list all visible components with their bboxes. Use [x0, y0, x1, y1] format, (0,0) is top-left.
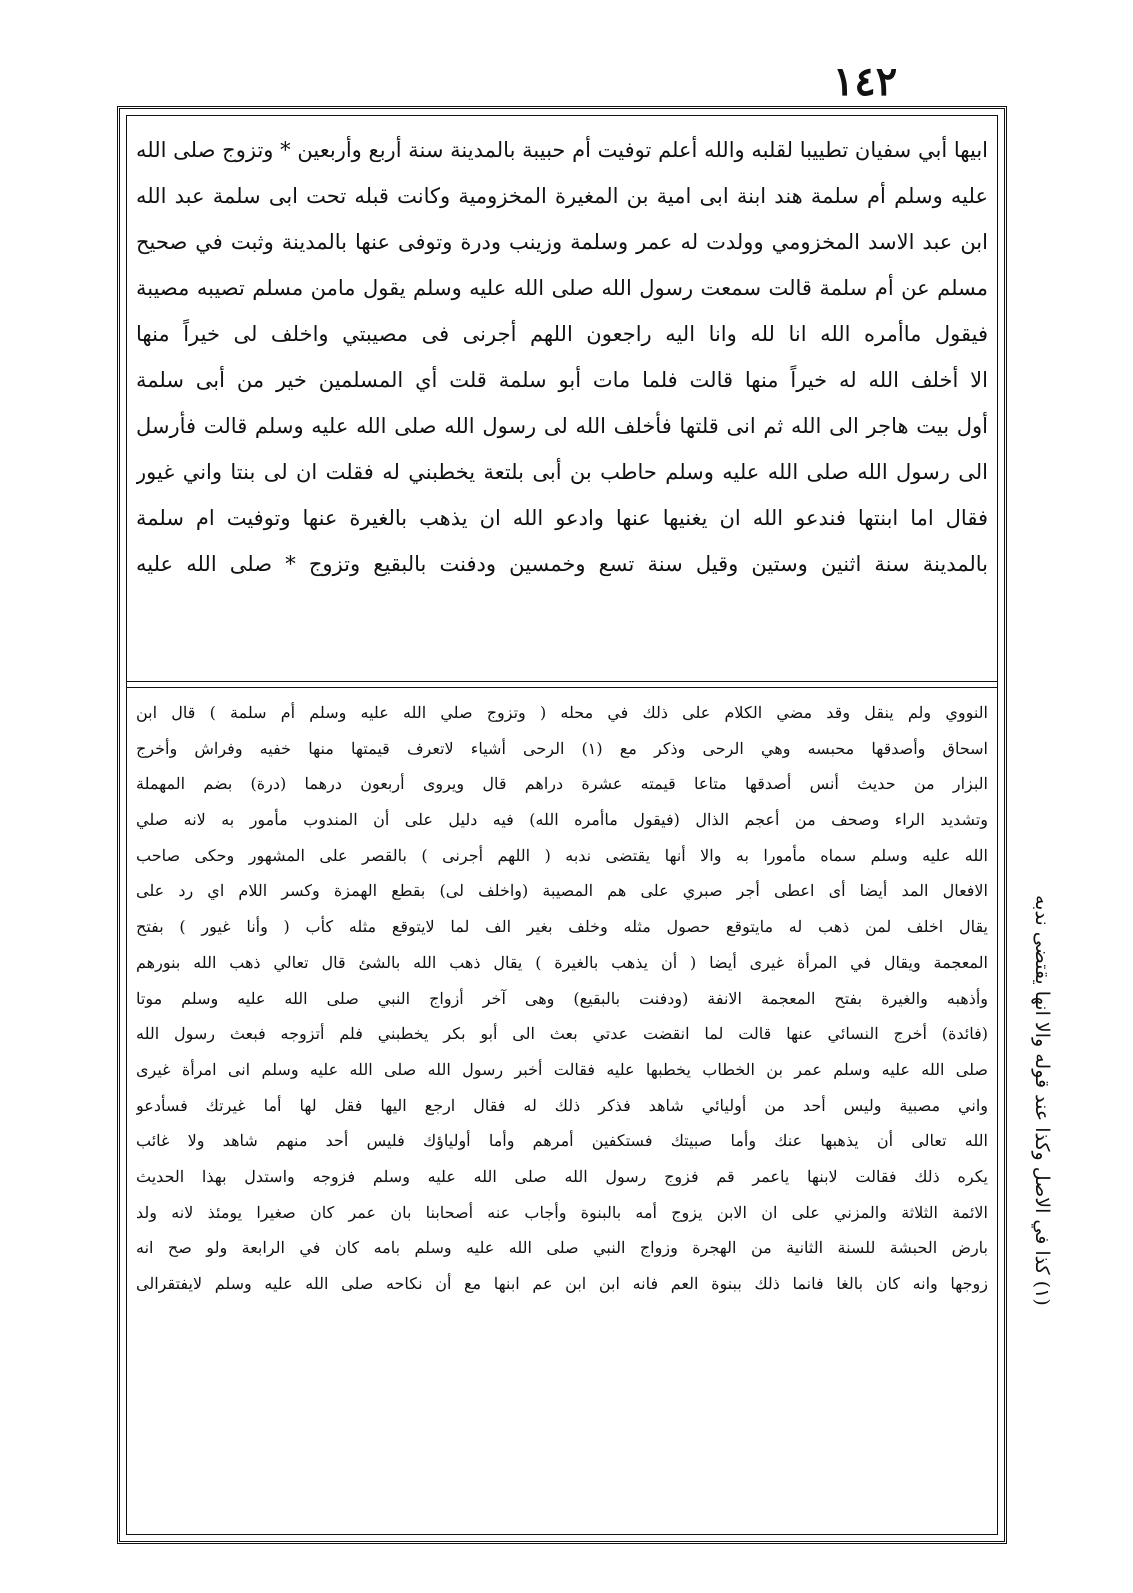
commentary-line: الله عليه وسلم سماه مأمورا به والا أنها يقتضى ندبه ( اللهم أجرنى ) بالقصر على المشهور وحكى صاحب — [136, 845, 988, 865]
page-number: ١٤٢ — [832, 58, 898, 105]
commentary-line: وأذهبه والغيرة بفتح المعجمة الانفة (ودفنت بالبقيع) وهى آخر أزواج النبي صلى الله عليه وسلم موتا — [136, 988, 988, 1008]
main-text-line: ابن عبد الاسد المخزومي وولدت له عمر وسلمة وزينب ودرة وتوفى عنها بالمدينة وثبت في صحيح — [136, 230, 988, 254]
commentary-line: البزار من حديث أنس أصدقها متاعا قيمته عشرة دراهم قال ويروى أربعون درهما (درة) بضم المهملة — [136, 774, 988, 794]
main-text-line: ابيها أبي سفيان تطييبا لقلبه والله أعلم توفيت أم حبيبة بالمدينة سنة أربع وأربعين * وتزوج صلى الله — [136, 138, 988, 162]
commentary-line: واني مصبية وليس أحد من أوليائي شاهد فذكر ذلك له فقال ارجع اليها فقل لها أما غيرتك فسأدعو — [136, 1095, 988, 1115]
main-text-line: فقال اما ابنتها فندعو الله ان يغنيها عنها وادعو الله ان يذهب بالغيرة عنها وتوفيت ام سلمة — [136, 506, 988, 530]
commentary-line: الله تعالى أن يذهبها عنك وأما صبيتك فستكفين أمرهم وأما أولياؤك فليس أحد منهم شاهد ولا غائب — [136, 1131, 988, 1151]
main-text-line: عليه وسلم أم سلمة هند ابنة ابى امية بن المغيرة المخزومية وكانت قبله تحت ابى سلمة عبد الله — [136, 184, 988, 208]
main-text-line: بالمدينة سنة اثنين وستين وقيل سنة تسع وخمسين ودفنت بالبقيع وتزوج * صلى الله عليه — [136, 552, 988, 576]
main-text-line: أول بيت هاجر الى الله ثم انى قلتها فأخلف الله لى رسول الله صلى الله عليه وسلم قالت فأرسل — [136, 414, 988, 438]
main-text-line: فيقول ماأمره الله انا لله وانا اليه راجعون اللهم أجرنى فى مصيبتي واخلف لى خيراً منها — [136, 322, 988, 346]
commentary-line: الائمة الثلاثة والمزني على ان الابن يزوج أمه بالبنوة وأجاب عنه أصحابنا بان عمر كان صغيرا يومئذ لانه ولد — [136, 1202, 988, 1222]
commentary-line: صلى الله عليه وسلم عمر بن الخطاب يخطبها عليه فقالت أخبر رسول الله صلى الله عليه وسلم انى امرأة غيرى — [136, 1059, 988, 1079]
main-text-line: الا أخلف الله له خيراً منها قالت فلما مات أبو سلمة قلت أي المسلمين خير من أبى سلمة — [136, 368, 988, 392]
margin-footnote: (١) كذا في الاصل وكذا عند قوله والا انها يقتضى ندبه — [1031, 894, 1053, 1306]
commentary-line: بارض الحبشة للسنة الثانية من الهجرة وزواج النبي صلى الله عليه وسلم بامه كان في الرابعة ولو صح انه — [136, 1238, 988, 1258]
commentary-line: يكره ذلك فقالت لابنها ياعمر قم فزوج رسول الله صلى الله عليه وسلم فزوجه واستدل بهذا الحديث — [136, 1166, 988, 1186]
commentary-line: الافعال المد أيضا أى اعطى أجر صبري على هم المصيبة (واخلف لى) بقطع الهمزة وكسر اللام اي رد على — [136, 881, 988, 901]
main-text-line: الى رسول الله صلى الله عليه وسلم حاطب بن أبى بلتعة يخطبني له فقلت ان لى بنتا واني غيور — [136, 460, 988, 484]
commentary-line: يقال اخلف لمن ذهب له مايتوقع حصول مثله وخلف بغير الف لما لايتوقع مثله كأب ( وأنا غيور ) بفتح — [136, 917, 988, 937]
commentary-line: المعجمة ويقال في المرأة غيرى أيضا ( أن يذهب بالغيرة ) يقال ذهب الله بالشئ قال تعالي ذهب الله بنورهم — [136, 952, 988, 972]
page-frame — [117, 106, 1007, 1544]
commentary-line: (فائدة) أخرج النسائي عنها قالت لما انقضت عدتي بعث الى أبو بكر يخطبني فلم أتزوجه فبعث رسول الله — [136, 1024, 988, 1044]
main-text-block — [136, 127, 988, 587]
commentary-line: اسحاق وأصدقها محبسه وهي الرحى وذكر مع (١) الرحى أشياء لاتعرف قيمتها منها خفيه وفراش وأخرج — [136, 738, 988, 758]
section-divider — [126, 681, 998, 688]
commentary-line: وتشديد الراء وصحف من أعجم الذال (فيقول ماأمره الله) فيه دليل على أن المندوب مأمور به لانه صلي — [136, 810, 988, 830]
commentary-line: النووي ولم ينقل وقد مضي الكلام على ذلك في محله ( وتزوج صلي الله عليه وسلم أم سلمة ) قال ابن — [136, 703, 988, 722]
commentary-line: زوجها وانه كان بالغا فانما ذلك ببنوة العم فانه ابن ابن عم ابنها مع أن نكاحه صلى الله عليه وسلم لايفتقرالى — [136, 1274, 988, 1293]
commentary-block — [136, 695, 988, 1302]
main-text-line: مسلم عن أم سلمة قالت سمعت رسول الله صلى الله عليه وسلم يقول مامن مسلم تصيبه مصيبة — [136, 276, 988, 300]
